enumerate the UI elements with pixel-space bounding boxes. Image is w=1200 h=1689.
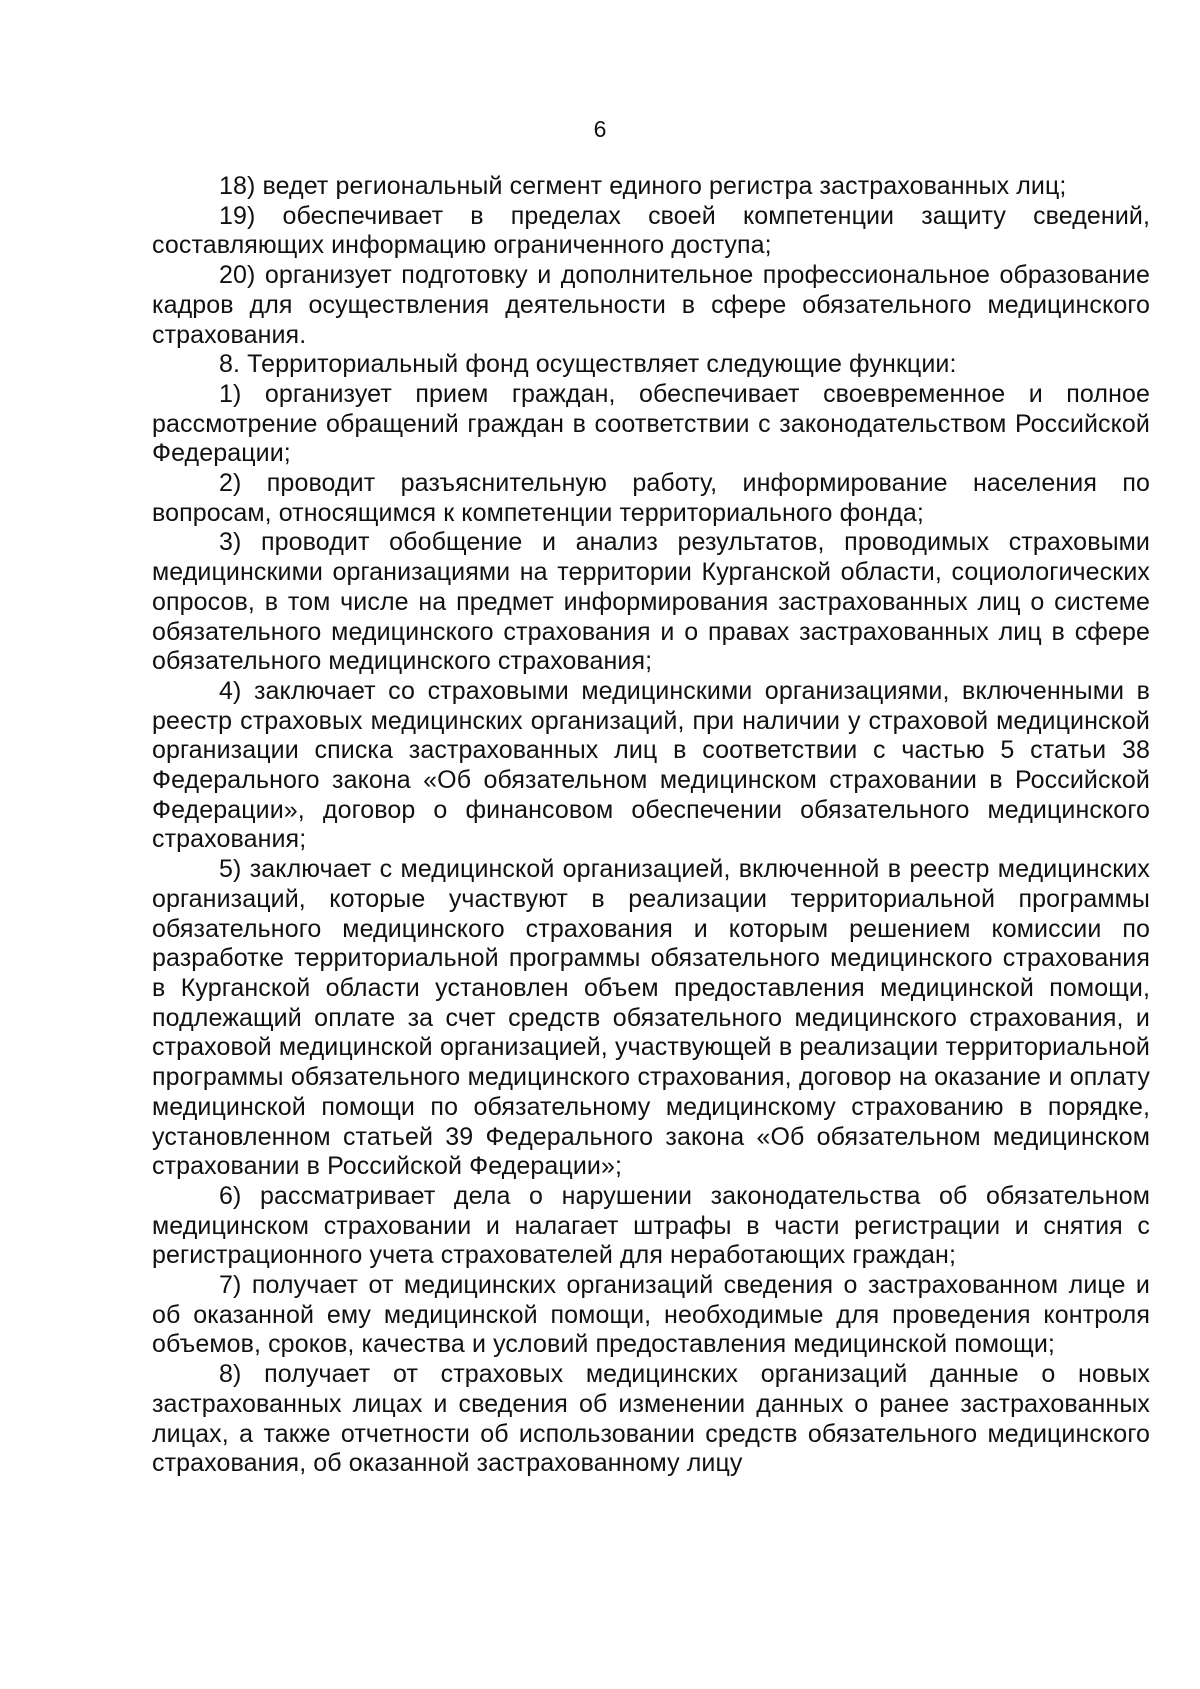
page-number: 6 xyxy=(593,116,607,142)
function-1-paragraph: 1) организует прием граждан, обеспечивает своевременное и полное рассмотрение обращений граждан в соответствии с законодательством Российской Федерации; xyxy=(152,379,1150,468)
function-2-paragraph: 2) проводит разъяснительную работу, информирование населения по вопросам, относящимся к компетенции территориального фонда; xyxy=(152,469,1150,527)
function-7-paragraph: 7) получает от медицинских организаций сведения о застрахованном лице и об оказанной ему медицинской помощи, необходимые для проведения контроля объемов, сроков, качества и условий предоставления медицинской помощи; xyxy=(152,1271,1150,1359)
function-8-paragraph: 8) получает от страховых медицинских организаций данные о новых застрахованных лицах и сведения об изменении данных о ранее застрахованных лицах, а также отчетности об использовании средств обязательного медицинского страхования, об оказанной застрахованному лицу xyxy=(152,1360,1150,1478)
function-4-paragraph: 4) заключает со страховыми медицинскими организациями, включенными в реестр страховых медицинских организаций, при наличии у страховой медицинской организации списка застрахованных лиц в соответствии с частью 5 статьи 38 Федерального закона «Об обязательном медицинском страховании в Российской Федерации», договор о финансовом обеспечении обязательного медицинского страхования; xyxy=(152,676,1150,854)
item-19-paragraph: 19) обеспечивает в пределах своей компетенции защиту сведений, составляющих информацию ограниченного доступа; xyxy=(152,201,1150,260)
item-18-paragraph: 18) ведет региональный сегмент единого регистра застрахованных лиц; xyxy=(219,172,1067,200)
section-8-heading: 8. Территориальный фонд осуществляет следующие функции: xyxy=(219,350,957,379)
item-20-paragraph: 20) организует подготовку и дополнительное профессиональное образование кадров для осуществления деятельности в сфере обязательного медицинского страхования. xyxy=(152,261,1150,349)
function-3-paragraph: 3) проводит обобщение и анализ результатов, проводимых страховыми медицинскими организациями на территории Курганской области, социологических опросов, в том числе на предмет информирования застрахованных лиц о системе обязательного медицинского страхования и о правах застрахованных лиц в сфере обязательного медицинского страхования; xyxy=(152,528,1150,676)
function-5-paragraph: 5) заключает с медицинской организацией, включенной в реестр медицинских организаций, которые участвуют в реализации территориальной программы обязательного медицинского страхования и которым решением комиссии по разработке территориальной программы обязательного медицинского страхования в Курганской области установлен объем предоставления медицинской помощи, подлежащий оплате за счет средств обязательного медицинского страхования, и страховой медицинской организацией, участвующей в реализации территориальной программы обязательного медицинского страхования, договор на оказание и оплату медицинской помощи по обязательному медицинскому страхованию в порядке, установленном статьей 39 Федерального закона «Об обязательном медицинском страховании в Российской Федерации»; xyxy=(152,855,1150,1181)
function-6-paragraph: 6) рассматривает дела о нарушении законодательства об обязательном медицинском страховании и налагает штрафы в части регистрации и снятия с регистрационного учета страхователей для неработающих граждан; xyxy=(152,1181,1150,1270)
document-body xyxy=(152,172,1150,1479)
